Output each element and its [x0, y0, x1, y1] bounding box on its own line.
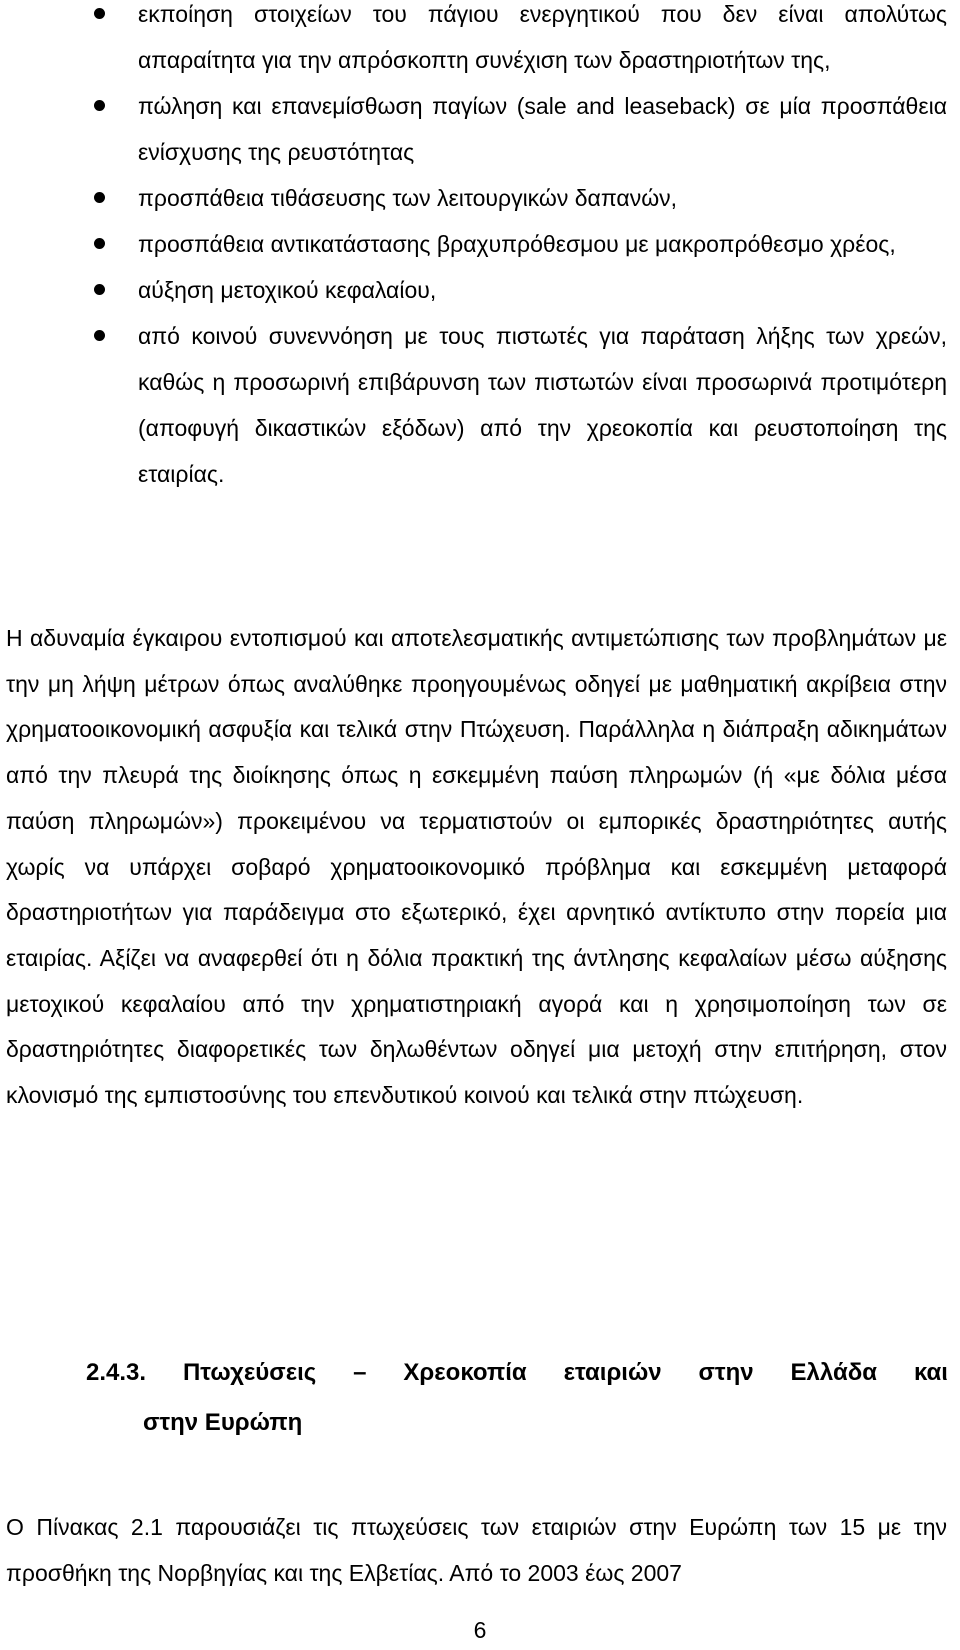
bullet-icon — [94, 192, 105, 203]
list-item-text: πώληση και επανεμίσθωση παγίων (sale and leaseback) σε μία προσπάθεια ενίσχυσης της ρευστότητας — [138, 93, 947, 165]
list-item — [0, 175, 960, 221]
bullet-icon — [94, 100, 105, 111]
list-item — [0, 0, 960, 83]
list-item — [0, 221, 960, 267]
section-heading — [86, 1348, 946, 1448]
list-item — [0, 267, 960, 313]
heading-word: Ελλάδα — [790, 1359, 878, 1386]
list-item — [0, 313, 960, 497]
heading-word: Πτωχεύσεις — [182, 1359, 317, 1386]
list-item — [0, 83, 960, 175]
list-item-text: από κοινού συνεννόηση με τους πιστωτές για παράταση λήξης των χρεών, καθώς η προσωρινή επιβάρυνση των πιστωτών είναι προσωρινά προτιμότερη (αποφυγή δικαστικών εξόδων) από την χρεοκοπία και ρευστοποίηση της εταιρίας. — [138, 323, 947, 487]
section-number: 2.4.3. — [86, 1359, 147, 1386]
bullet-icon — [94, 238, 105, 249]
bullet-icon — [94, 330, 105, 341]
section-heading-line — [86, 1348, 948, 1398]
bullet-icon — [94, 8, 105, 19]
list-item-text: προσπάθεια αντικατάστασης βραχυπρόθεσμου με μακροπρόθεσμο χρέος, — [138, 231, 896, 257]
list-item-text: αύξηση μετοχικού κεφαλαίου, — [138, 277, 437, 303]
heading-word: – — [353, 1359, 367, 1386]
list-item-text: προσπάθεια τιθάσευσης των λειτουργικών δαπανών, — [138, 185, 678, 211]
list-item-text: εκποίηση στοιχείων του πάγιου ενεργητικού που δεν είναι απολύτως απαραίτητα για την απρόσκοπτη συνέχιση των δραστηριοτήτων της, — [138, 1, 947, 73]
heading-word: στην — [698, 1359, 754, 1386]
section-heading-line: στην Ευρώπη — [143, 1409, 303, 1436]
bullet-icon — [94, 284, 105, 295]
bullet-list — [0, 0, 960, 497]
heading-word: Χρεοκοπία — [403, 1359, 527, 1386]
body-paragraph: Ο Πίνακας 2.1 παρουσιάζει τις πτωχεύσεις των εταιριών στην Ευρώπη των 15 με την προσθήκη της Νορβηγίας και της Ελβετίας. Από το 2003 έως 2007 — [6, 1514, 947, 1586]
heading-word: και — [913, 1359, 948, 1386]
page-number: 6 — [473, 1617, 487, 1643]
heading-word: εταιριών — [563, 1359, 662, 1386]
body-paragraph: Η αδυναμία έγκαιρου εντοπισμού και αποτελεσματικής αντιμετώπισης των προβλημάτων με την μη λήψη μέτρων όπως αναλύθηκε προηγουμένως οδηγεί με μαθηματική ακρίβεια στην χρηματοοικονομική ασφυξία και τελικά στην Πτώχευση. Παράλληλα η διάπραξη αδικημάτων από την πλευρά της διοίκησης όπως η εσκεμμένη παύση πληρωμών (ή «με δόλια μέσα παύση πληρωμών») προκειμένου να τερματιστούν οι εμπορικές δραστηριότητες αυτής χωρίς να υπάρχει σοβαρό χρηματοοικονομικό πρόβλημα και εσκεμμένη μεταφορά δραστηριοτήτων για παράδειγμα στο εξωτερικό, έχει αρνητικό αντίκτυπο στην πορεία μια εταιρίας. Αξίζει να αναφερθεί ότι η δόλια πρακτική της άντλησης κεφαλαίων μέσω αύξησης μετοχικού κεφαλαίου από την χρηματιστηριακή αγορά και η χρησιμοποίηση των σε δραστηριότητες διαφορετικές των δηλωθέντων οδηγεί μια μετοχή στην επιτήρηση, στον κλονισμό της εμπιστοσύνης του επενδυτικού κοινού και τελικά στην πτώχευση. — [6, 625, 947, 1109]
